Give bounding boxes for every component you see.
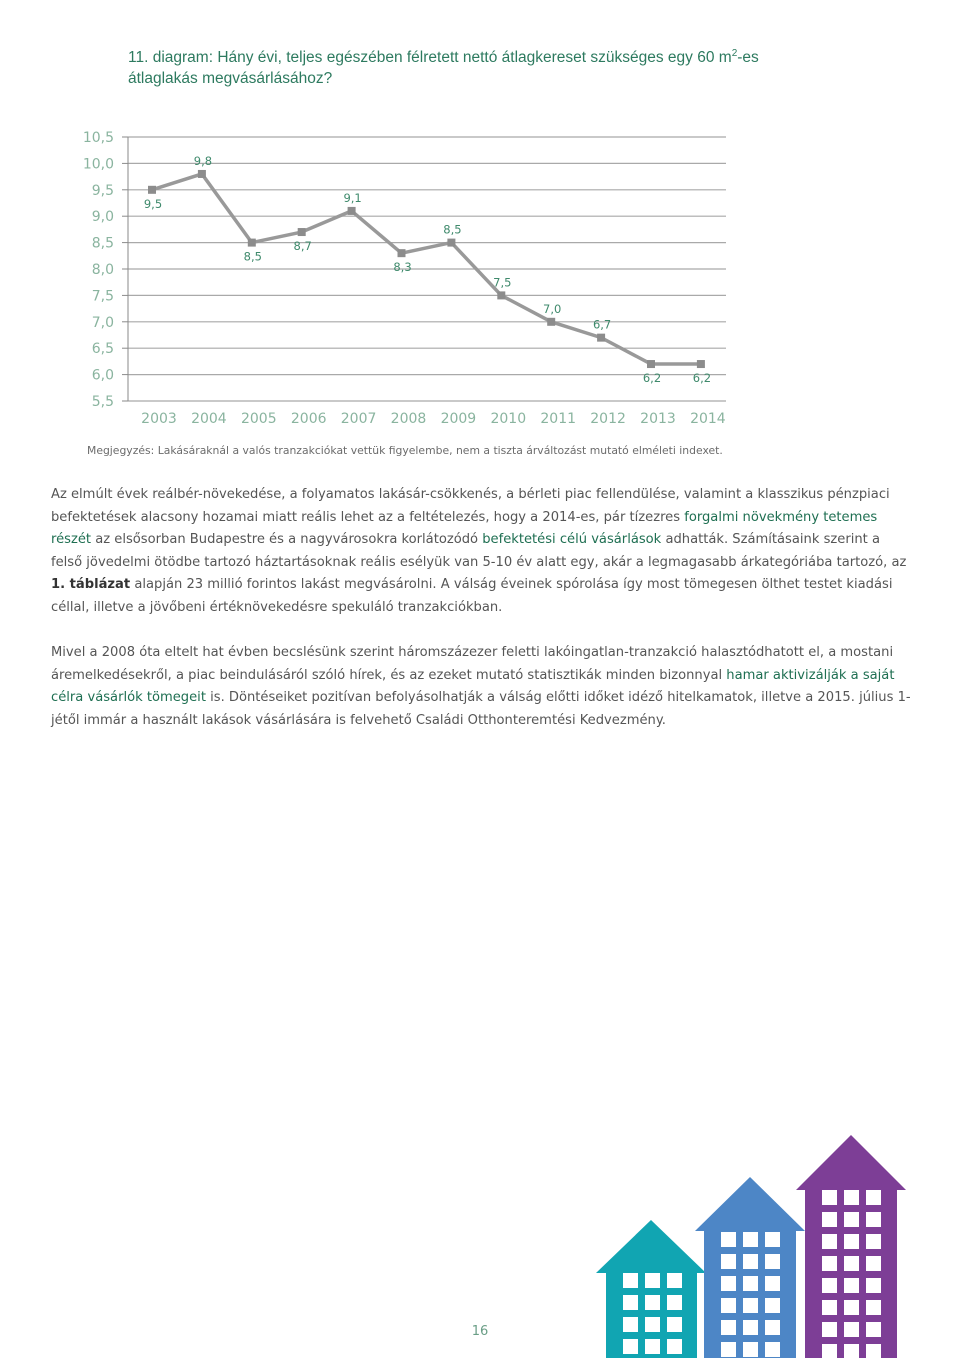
x-tick-label: 2012 xyxy=(590,411,626,427)
window-icon xyxy=(721,1254,736,1269)
window-icon xyxy=(844,1190,859,1205)
data-label: 8,5 xyxy=(243,249,262,264)
data-label: 6,2 xyxy=(642,371,662,386)
window-icon xyxy=(822,1344,837,1358)
y-tick-label: 8,0 xyxy=(91,262,114,278)
window-icon xyxy=(844,1300,859,1315)
window-icon xyxy=(645,1339,660,1354)
window-icon xyxy=(866,1344,881,1358)
window-icon xyxy=(667,1317,682,1332)
window-icon xyxy=(844,1256,859,1271)
x-tick-label: 2010 xyxy=(490,411,527,427)
window-icon xyxy=(822,1322,837,1337)
window-icon xyxy=(743,1276,758,1291)
y-tick-label: 7,5 xyxy=(91,288,114,305)
window-icon xyxy=(822,1300,837,1315)
window-icon xyxy=(866,1234,881,1249)
window-icon xyxy=(822,1234,837,1249)
y-tick-label: 6,5 xyxy=(91,341,114,358)
y-tick-label: 10,0 xyxy=(82,156,114,173)
table-reference: 1. táblázat xyxy=(51,577,131,593)
window-icon xyxy=(667,1295,682,1310)
window-icon xyxy=(822,1256,837,1271)
x-tick-label: 2005 xyxy=(240,411,277,427)
window-icon xyxy=(645,1295,660,1310)
window-icon xyxy=(743,1232,758,1247)
window-icon xyxy=(765,1342,780,1357)
window-icon xyxy=(765,1254,780,1269)
page-title: 11. diagram: Hány évi, teljes egészében félretett nettó átlagkereset szükséges egy 60 $m^2-es$ átlaglakás megvásárlásához? xyxy=(128,47,759,87)
window-icon xyxy=(822,1212,837,1227)
highlight-befektetesi-celu: befektetési célú vásárlások xyxy=(482,532,662,548)
window-icon xyxy=(721,1298,736,1313)
window-icon xyxy=(743,1298,758,1313)
window-icon xyxy=(721,1232,736,1247)
x-tick-label: 2006 xyxy=(290,411,327,427)
window-icon xyxy=(866,1212,881,1227)
y-tick-label: 9,0 xyxy=(91,209,114,226)
data-label: 8,3 xyxy=(393,260,412,275)
window-icon xyxy=(866,1300,881,1315)
data-label: 8,7 xyxy=(293,239,312,254)
x-tick-label: 2008 xyxy=(390,411,427,427)
window-icon xyxy=(844,1234,859,1249)
window-icon xyxy=(743,1254,758,1269)
window-icon xyxy=(866,1190,881,1205)
house-teal-icon xyxy=(596,1220,706,1358)
x-tick-label: 2009 xyxy=(440,411,477,427)
window-icon xyxy=(721,1320,736,1335)
window-icon xyxy=(844,1278,859,1293)
window-icon xyxy=(844,1212,859,1227)
data-label: 6,7 xyxy=(592,317,612,332)
house-blue-icon xyxy=(695,1177,805,1358)
data-label: 8,5 xyxy=(443,222,462,237)
y-tick-label: 6,0 xyxy=(91,367,114,384)
window-icon xyxy=(721,1342,736,1357)
data-label: 9,1 xyxy=(343,190,362,205)
window-icon xyxy=(765,1232,780,1247)
y-tick-label: 5,5 xyxy=(91,394,114,410)
data-label: 7,0 xyxy=(543,301,562,316)
window-icon xyxy=(645,1317,660,1332)
window-icon xyxy=(623,1295,638,1310)
window-icon xyxy=(844,1344,859,1358)
window-icon xyxy=(844,1322,859,1337)
window-icon xyxy=(866,1256,881,1271)
window-icon xyxy=(623,1317,638,1332)
page-number: 16 xyxy=(471,1324,489,1339)
window-icon xyxy=(623,1339,638,1354)
y-tick-label: 7,0 xyxy=(91,314,114,331)
window-icon xyxy=(743,1320,758,1335)
window-icon xyxy=(743,1342,758,1357)
window-icon xyxy=(645,1273,660,1288)
window-icon xyxy=(721,1276,736,1291)
x-tick-label: 2004 xyxy=(191,411,227,427)
y-tick-label: 9,5 xyxy=(91,182,114,199)
window-icon xyxy=(822,1190,837,1205)
window-icon xyxy=(623,1273,638,1288)
data-label: 9,8 xyxy=(193,153,213,168)
house-purple-icon xyxy=(796,1135,906,1358)
window-icon xyxy=(866,1278,881,1293)
data-label: 6,2 xyxy=(692,371,712,386)
highlight-forgalmi-novekmeny: forgalmi növekmény tetemes részét xyxy=(51,509,878,548)
superscript-2: 2 xyxy=(731,47,738,59)
x-tick-label: 2014 xyxy=(690,411,726,427)
paragraph-2: Mivel a 2008 óta eltelt hat évben becslésünk szerint háromszázezer feletti lakóingatlan-tranzakció halasztódhatott el, a mostani áremelkedésekről, a piac beindulásáról szóló hírek, és az ezeket mutató statisztikák minden bizonnyal hamar aktivizálják a saját célra vásárlók tömegeit is. Döntéseiket pozitívan befolyásolhatják a válság előtti időket idéző hitelkamatok, illetve a 2015. július 1-jétől immár a használt lakások vásárlására is felvehető Családi Otthonteremtési Kedvezmény. xyxy=(51,645,911,728)
window-icon xyxy=(667,1273,682,1288)
window-icon xyxy=(765,1320,780,1335)
window-icon xyxy=(866,1322,881,1337)
highlight-aktivizaljak: hamar aktivizálják a saját célra vásárlók tömegeit xyxy=(51,667,895,706)
paragraph-1: Az elmúlt évek reálbér-növekedése, a folyamatos lakásár-csökkenés, a bérleti piac fellendülése, valamint a klasszikus pénzpiaci befektetések alacsony hozamai miatt reális lehet az a feltételezés, hogy a 2014-es, pár tízezres forgalmi növekmény tetemes részét az elsősorban Budapestre és a nagyvárosokra korlátozódó befektetési célú vásárlások adhatták. Számításaink szerint a felső jövedelmi ötödbe tartozó háztartásoknak reális esélyük van 5-10 év alatt egy, akár a legmagasabb árkategóriába tartozó, az 1. táblázat alapján 23 millió forintos lakást megvásárolni. A válság éveinek spórolása így most tömegesen ölthet testet kiadási céllal, illetve a jövőbeni értéknövekedésre spekuláló tranzakciókban. xyxy=(51,487,907,615)
x-tick-label: 2007 xyxy=(340,411,377,427)
data-label: 9,5 xyxy=(143,196,163,211)
data-label: 7,5 xyxy=(493,275,512,290)
x-tick-label: 2011 xyxy=(540,411,577,427)
x-tick-label: 2013 xyxy=(640,411,676,427)
y-tick-label: 8,5 xyxy=(91,235,114,252)
window-icon xyxy=(822,1278,837,1293)
y-tick-label: 10,5 xyxy=(82,130,114,146)
window-icon xyxy=(667,1339,682,1354)
chart-note: Megjegyzés: Lakásáraknál a valós tranzakciókat vettük figyelembe, nem a tiszta árváltozást mutató elméleti indexet. xyxy=(87,444,723,457)
x-tick-label: 2003 xyxy=(141,411,177,427)
window-icon xyxy=(765,1276,780,1291)
window-icon xyxy=(765,1298,780,1313)
